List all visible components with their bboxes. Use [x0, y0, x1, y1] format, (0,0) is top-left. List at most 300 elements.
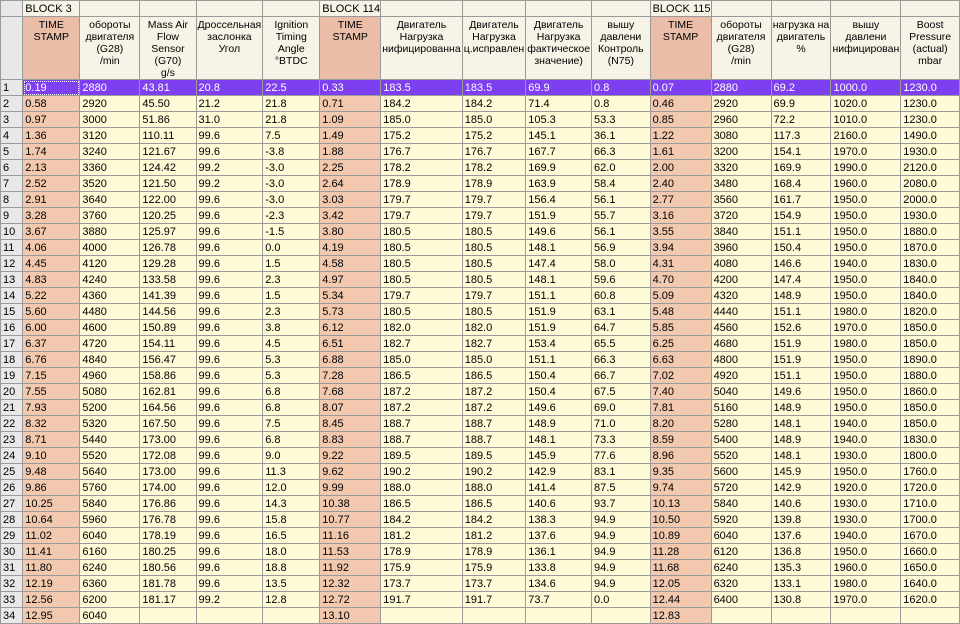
- table-cell[interactable]: 4840: [80, 352, 140, 368]
- table-cell[interactable]: 99.6: [196, 144, 263, 160]
- table-cell[interactable]: 124.42: [140, 160, 196, 176]
- time-stamp-cell[interactable]: 12.05: [650, 576, 711, 592]
- table-cell[interactable]: 154.9: [771, 208, 831, 224]
- table-cell[interactable]: 140.6: [771, 496, 831, 512]
- table-cell[interactable]: 175.9: [462, 560, 526, 576]
- time-stamp-cell[interactable]: 13.10: [320, 608, 381, 624]
- table-cell[interactable]: 5720: [711, 480, 771, 496]
- table-cell[interactable]: 65.5: [592, 336, 651, 352]
- table-cell[interactable]: -3.0: [263, 192, 320, 208]
- time-stamp-cell[interactable]: 5.73: [320, 304, 381, 320]
- table-cell[interactable]: [771, 608, 831, 624]
- table-row[interactable]: [1, 416, 960, 432]
- table-cell[interactable]: 149.6: [771, 384, 831, 400]
- table-cell[interactable]: 21.2: [196, 96, 263, 112]
- table-cell[interactable]: 1660.0: [901, 544, 960, 560]
- table-cell[interactable]: 1490.0: [901, 128, 960, 144]
- table-cell[interactable]: 180.5: [381, 240, 462, 256]
- block-3-label[interactable]: BLOCK 3: [23, 1, 80, 17]
- table-cell[interactable]: 66.3: [592, 144, 651, 160]
- table-cell[interactable]: 2880: [80, 80, 140, 96]
- time-stamp-cell[interactable]: 7.93: [23, 400, 80, 416]
- time-stamp-cell[interactable]: 9.86: [23, 480, 80, 496]
- table-cell[interactable]: 5280: [711, 416, 771, 432]
- table-cell[interactable]: 180.56: [140, 560, 196, 576]
- table-row[interactable]: [1, 128, 960, 144]
- table-row[interactable]: [1, 448, 960, 464]
- time-stamp-cell[interactable]: 7.81: [650, 400, 711, 416]
- table-cell[interactable]: 99.6: [196, 496, 263, 512]
- table-cell[interactable]: 185.0: [381, 112, 462, 128]
- table-cell[interactable]: 151.9: [526, 208, 592, 224]
- time-stamp-cell[interactable]: 11.80: [23, 560, 80, 576]
- table-cell[interactable]: 167.7: [526, 144, 592, 160]
- table-cell[interactable]: 87.5: [592, 480, 651, 496]
- row-number[interactable]: 4: [1, 128, 23, 144]
- table-cell[interactable]: 187.2: [462, 384, 526, 400]
- table-cell[interactable]: 1980.0: [831, 576, 901, 592]
- time-stamp-cell[interactable]: 2.91: [23, 192, 80, 208]
- table-cell[interactable]: 144.56: [140, 304, 196, 320]
- table-cell[interactable]: 99.6: [196, 544, 263, 560]
- table-cell[interactable]: 64.7: [592, 320, 651, 336]
- row-number[interactable]: 13: [1, 272, 23, 288]
- table-cell[interactable]: 13.5: [263, 576, 320, 592]
- table-cell[interactable]: 180.5: [462, 272, 526, 288]
- time-stamp-header[interactable]: [23, 17, 80, 80]
- table-cell[interactable]: 99.6: [196, 256, 263, 272]
- table-cell[interactable]: 1950.0: [831, 192, 901, 208]
- table-cell[interactable]: 5520: [80, 448, 140, 464]
- time-stamp-cell[interactable]: 12.19: [23, 576, 80, 592]
- table-cell[interactable]: 9.0: [263, 448, 320, 464]
- table-cell[interactable]: 94.9: [592, 560, 651, 576]
- table-cell[interactable]: 1720.0: [901, 480, 960, 496]
- time-stamp-cell[interactable]: 9.35: [650, 464, 711, 480]
- table-cell[interactable]: 145.9: [771, 464, 831, 480]
- column-header[interactable]: [462, 17, 526, 80]
- table-cell[interactable]: 136.8: [771, 544, 831, 560]
- table-cell[interactable]: 183.5: [462, 80, 526, 96]
- row-number[interactable]: 18: [1, 352, 23, 368]
- table-cell[interactable]: 53.3: [592, 112, 651, 128]
- table-cell[interactable]: 1870.0: [901, 240, 960, 256]
- table-cell[interactable]: 151.1: [771, 368, 831, 384]
- table-cell[interactable]: 1020.0: [831, 96, 901, 112]
- table-cell[interactable]: 99.6: [196, 384, 263, 400]
- table-cell[interactable]: 184.2: [381, 512, 462, 528]
- table-row[interactable]: [1, 320, 960, 336]
- table-cell[interactable]: 5160: [711, 400, 771, 416]
- table-cell[interactable]: 185.0: [381, 352, 462, 368]
- table-cell[interactable]: 2000.0: [901, 192, 960, 208]
- table-cell[interactable]: 168.4: [771, 176, 831, 192]
- row-number[interactable]: 27: [1, 496, 23, 512]
- row-number[interactable]: 28: [1, 512, 23, 528]
- column-header[interactable]: [901, 17, 960, 80]
- table-cell[interactable]: 150.89: [140, 320, 196, 336]
- table-cell[interactable]: 188.7: [381, 432, 462, 448]
- table-row[interactable]: [1, 144, 960, 160]
- table-cell[interactable]: 147.4: [771, 272, 831, 288]
- time-stamp-cell[interactable]: 4.70: [650, 272, 711, 288]
- table-row[interactable]: [1, 496, 960, 512]
- table-cell[interactable]: 99.6: [196, 480, 263, 496]
- table-cell[interactable]: 130.8: [771, 592, 831, 608]
- table-cell[interactable]: 3720: [711, 208, 771, 224]
- time-stamp-cell[interactable]: 12.83: [650, 608, 711, 624]
- table-cell[interactable]: 147.4: [526, 256, 592, 272]
- table-cell[interactable]: 173.00: [140, 432, 196, 448]
- table-cell[interactable]: 99.6: [196, 128, 263, 144]
- table-cell[interactable]: 1.5: [263, 288, 320, 304]
- table-cell[interactable]: [140, 608, 196, 624]
- table-cell[interactable]: 18.8: [263, 560, 320, 576]
- table-cell[interactable]: 175.2: [381, 128, 462, 144]
- table-cell[interactable]: 158.86: [140, 368, 196, 384]
- time-stamp-cell[interactable]: 1.88: [320, 144, 381, 160]
- table-cell[interactable]: 180.5: [462, 240, 526, 256]
- table-cell[interactable]: 148.9: [771, 432, 831, 448]
- table-cell[interactable]: 2960: [711, 112, 771, 128]
- table-cell[interactable]: 3880: [80, 224, 140, 240]
- table-cell[interactable]: 1970.0: [831, 144, 901, 160]
- time-stamp-cell[interactable]: 7.68: [320, 384, 381, 400]
- row-number[interactable]: 5: [1, 144, 23, 160]
- table-cell[interactable]: 56.1: [592, 192, 651, 208]
- table-cell[interactable]: 188.0: [462, 480, 526, 496]
- time-stamp-cell[interactable]: 9.48: [23, 464, 80, 480]
- table-cell[interactable]: 1950.0: [831, 288, 901, 304]
- table-cell[interactable]: 129.28: [140, 256, 196, 272]
- table-cell[interactable]: 148.1: [526, 432, 592, 448]
- row-number[interactable]: 21: [1, 400, 23, 416]
- table-cell[interactable]: 151.1: [526, 288, 592, 304]
- row-number[interactable]: 1: [1, 80, 23, 96]
- row-number[interactable]: 23: [1, 432, 23, 448]
- table-cell[interactable]: -3.0: [263, 176, 320, 192]
- column-header[interactable]: [263, 17, 320, 80]
- table-cell[interactable]: 99.6: [196, 448, 263, 464]
- table-cell[interactable]: 1950.0: [831, 208, 901, 224]
- table-cell[interactable]: 99.6: [196, 528, 263, 544]
- time-stamp-cell[interactable]: 3.80: [320, 224, 381, 240]
- row-number-header[interactable]: [1, 17, 23, 80]
- table-cell[interactable]: [711, 608, 771, 624]
- table-cell[interactable]: 156.4: [526, 192, 592, 208]
- time-stamp-header[interactable]: [320, 17, 381, 80]
- table-cell[interactable]: 164.56: [140, 400, 196, 416]
- table-cell[interactable]: 180.5: [381, 224, 462, 240]
- table-cell[interactable]: 181.78: [140, 576, 196, 592]
- table-cell[interactable]: 188.7: [381, 416, 462, 432]
- time-stamp-cell[interactable]: 1.74: [23, 144, 80, 160]
- table-row[interactable]: [1, 464, 960, 480]
- table-cell[interactable]: 1960.0: [831, 176, 901, 192]
- table-cell[interactable]: 99.6: [196, 304, 263, 320]
- time-stamp-cell[interactable]: 6.12: [320, 320, 381, 336]
- table-cell[interactable]: 188.0: [381, 480, 462, 496]
- table-cell[interactable]: 7.5: [263, 416, 320, 432]
- row-number[interactable]: 2: [1, 96, 23, 112]
- table-cell[interactable]: 6120: [711, 544, 771, 560]
- row-number[interactable]: 30: [1, 544, 23, 560]
- table-row[interactable]: [1, 192, 960, 208]
- table-cell[interactable]: 148.1: [771, 448, 831, 464]
- time-stamp-cell[interactable]: 8.83: [320, 432, 381, 448]
- table-cell[interactable]: 1990.0: [831, 160, 901, 176]
- time-stamp-cell[interactable]: 9.10: [23, 448, 80, 464]
- time-stamp-cell[interactable]: 4.83: [23, 272, 80, 288]
- time-stamp-cell[interactable]: 9.22: [320, 448, 381, 464]
- time-stamp-cell[interactable]: 8.59: [650, 432, 711, 448]
- table-cell[interactable]: 138.3: [526, 512, 592, 528]
- table-cell[interactable]: 176.7: [462, 144, 526, 160]
- time-stamp-cell[interactable]: 12.72: [320, 592, 381, 608]
- table-row[interactable]: [1, 240, 960, 256]
- table-cell[interactable]: 4120: [80, 256, 140, 272]
- table-cell[interactable]: 190.2: [462, 464, 526, 480]
- table-cell[interactable]: 184.2: [462, 96, 526, 112]
- table-cell[interactable]: 180.5: [462, 224, 526, 240]
- table-cell[interactable]: 5840: [80, 496, 140, 512]
- table-cell[interactable]: 60.8: [592, 288, 651, 304]
- table-cell[interactable]: 134.6: [526, 576, 592, 592]
- table-cell[interactable]: 1830.0: [901, 432, 960, 448]
- table-cell[interactable]: 176.78: [140, 512, 196, 528]
- time-stamp-cell[interactable]: 5.60: [23, 304, 80, 320]
- table-cell[interactable]: 99.6: [196, 336, 263, 352]
- table-cell[interactable]: 187.2: [381, 400, 462, 416]
- table-cell[interactable]: 179.7: [462, 208, 526, 224]
- table-cell[interactable]: 137.6: [526, 528, 592, 544]
- time-stamp-cell[interactable]: 0.97: [23, 112, 80, 128]
- time-stamp-cell[interactable]: 1.61: [650, 144, 711, 160]
- table-cell[interactable]: 1950.0: [831, 224, 901, 240]
- table-cell[interactable]: 105.3: [526, 112, 592, 128]
- time-stamp-cell[interactable]: 11.16: [320, 528, 381, 544]
- table-cell[interactable]: 3000: [80, 112, 140, 128]
- column-header[interactable]: [196, 17, 263, 80]
- table-cell[interactable]: 1850.0: [901, 336, 960, 352]
- time-stamp-cell[interactable]: 9.99: [320, 480, 381, 496]
- time-stamp-cell[interactable]: 4.06: [23, 240, 80, 256]
- table-cell[interactable]: 5440: [80, 432, 140, 448]
- table-cell[interactable]: -3.8: [263, 144, 320, 160]
- table-cell[interactable]: 148.9: [771, 288, 831, 304]
- table-cell[interactable]: 16.5: [263, 528, 320, 544]
- table-cell[interactable]: 169.9: [526, 160, 592, 176]
- table-cell[interactable]: 1940.0: [831, 432, 901, 448]
- table-cell[interactable]: 154.11: [140, 336, 196, 352]
- table-row[interactable]: [1, 512, 960, 528]
- row-number[interactable]: 7: [1, 176, 23, 192]
- table-cell[interactable]: 181.2: [462, 528, 526, 544]
- column-header[interactable]: [771, 17, 831, 80]
- table-cell[interactable]: 22.5: [263, 80, 320, 96]
- table-cell[interactable]: 185.0: [462, 112, 526, 128]
- table-cell[interactable]: 6320: [711, 576, 771, 592]
- table-cell[interactable]: 55.7: [592, 208, 651, 224]
- table-cell[interactable]: 99.6: [196, 576, 263, 592]
- table-cell[interactable]: 1230.0: [901, 96, 960, 112]
- table-cell[interactable]: 186.5: [462, 368, 526, 384]
- table-cell[interactable]: 6.8: [263, 432, 320, 448]
- table-row[interactable]: [1, 528, 960, 544]
- table-cell[interactable]: 1700.0: [901, 512, 960, 528]
- table-cell[interactable]: 1000.0: [831, 80, 901, 96]
- table-cell[interactable]: 180.5: [381, 272, 462, 288]
- time-stamp-cell[interactable]: 1.49: [320, 128, 381, 144]
- table-cell[interactable]: 133.1: [771, 576, 831, 592]
- time-stamp-cell[interactable]: 10.25: [23, 496, 80, 512]
- time-stamp-header[interactable]: [650, 17, 711, 80]
- table-cell[interactable]: 1850.0: [901, 320, 960, 336]
- row-number[interactable]: 6: [1, 160, 23, 176]
- time-stamp-cell[interactable]: 10.64: [23, 512, 80, 528]
- table-cell[interactable]: 1950.0: [831, 240, 901, 256]
- table-cell[interactable]: 182.0: [462, 320, 526, 336]
- row-number[interactable]: 11: [1, 240, 23, 256]
- time-stamp-cell[interactable]: 0.46: [650, 96, 711, 112]
- table-cell[interactable]: 45.50: [140, 96, 196, 112]
- table-row[interactable]: [1, 576, 960, 592]
- table-cell[interactable]: 190.2: [381, 464, 462, 480]
- table-cell[interactable]: [526, 608, 592, 624]
- table-cell[interactable]: 3320: [711, 160, 771, 176]
- table-cell[interactable]: 5600: [711, 464, 771, 480]
- table-cell[interactable]: 77.6: [592, 448, 651, 464]
- table-cell[interactable]: 3960: [711, 240, 771, 256]
- time-stamp-cell[interactable]: 8.45: [320, 416, 381, 432]
- table-cell[interactable]: [196, 608, 263, 624]
- table-cell[interactable]: 99.2: [196, 592, 263, 608]
- table-cell[interactable]: 1820.0: [901, 304, 960, 320]
- table-row[interactable]: [1, 112, 960, 128]
- table-cell[interactable]: 4800: [711, 352, 771, 368]
- table-cell[interactable]: 5840: [711, 496, 771, 512]
- table-cell[interactable]: 152.6: [771, 320, 831, 336]
- table-cell[interactable]: 4720: [80, 336, 140, 352]
- table-cell[interactable]: 99.6: [196, 288, 263, 304]
- table-cell[interactable]: 99.6: [196, 368, 263, 384]
- table-cell[interactable]: 149.6: [526, 400, 592, 416]
- table-cell[interactable]: 1930.0: [901, 144, 960, 160]
- time-stamp-cell[interactable]: 0.33: [320, 80, 381, 96]
- table-cell[interactable]: 122.00: [140, 192, 196, 208]
- time-stamp-cell[interactable]: 5.34: [320, 288, 381, 304]
- table-cell[interactable]: 99.6: [196, 240, 263, 256]
- table-row[interactable]: [1, 352, 960, 368]
- table-cell[interactable]: 6.8: [263, 384, 320, 400]
- table-cell[interactable]: 1230.0: [901, 112, 960, 128]
- table-cell[interactable]: 3080: [711, 128, 771, 144]
- time-stamp-cell[interactable]: 6.25: [650, 336, 711, 352]
- table-cell[interactable]: 21.8: [263, 112, 320, 128]
- time-stamp-cell[interactable]: 7.55: [23, 384, 80, 400]
- table-row[interactable]: [1, 176, 960, 192]
- time-stamp-cell[interactable]: 0.19: [23, 80, 80, 96]
- time-stamp-cell[interactable]: 1.36: [23, 128, 80, 144]
- table-cell[interactable]: 148.1: [526, 240, 592, 256]
- table-cell[interactable]: 180.5: [381, 304, 462, 320]
- table-cell[interactable]: 3200: [711, 144, 771, 160]
- table-cell[interactable]: 148.1: [526, 272, 592, 288]
- table-cell[interactable]: 72.2: [771, 112, 831, 128]
- table-cell[interactable]: 151.9: [526, 304, 592, 320]
- table-cell[interactable]: 3560: [711, 192, 771, 208]
- time-stamp-cell[interactable]: 10.77: [320, 512, 381, 528]
- table-cell[interactable]: 178.9: [462, 544, 526, 560]
- time-stamp-cell[interactable]: 12.56: [23, 592, 80, 608]
- table-cell[interactable]: 176.86: [140, 496, 196, 512]
- row-number[interactable]: 29: [1, 528, 23, 544]
- time-stamp-cell[interactable]: 4.19: [320, 240, 381, 256]
- table-cell[interactable]: 5040: [711, 384, 771, 400]
- table-row[interactable]: [1, 272, 960, 288]
- table-cell[interactable]: 1930.0: [901, 208, 960, 224]
- time-stamp-cell[interactable]: 6.63: [650, 352, 711, 368]
- table-cell[interactable]: 12.8: [263, 592, 320, 608]
- row-number[interactable]: 10: [1, 224, 23, 240]
- table-cell[interactable]: 5520: [711, 448, 771, 464]
- time-stamp-cell[interactable]: 3.03: [320, 192, 381, 208]
- table-cell[interactable]: 1670.0: [901, 528, 960, 544]
- table-cell[interactable]: 133.58: [140, 272, 196, 288]
- table-cell[interactable]: 31.0: [196, 112, 263, 128]
- table-cell[interactable]: 66.3: [592, 352, 651, 368]
- table-cell[interactable]: 4600: [80, 320, 140, 336]
- table-cell[interactable]: 6200: [80, 592, 140, 608]
- table-cell[interactable]: 182.7: [462, 336, 526, 352]
- table-cell[interactable]: 6240: [80, 560, 140, 576]
- table-cell[interactable]: 99.6: [196, 400, 263, 416]
- time-stamp-cell[interactable]: 2.13: [23, 160, 80, 176]
- table-cell[interactable]: 1880.0: [901, 368, 960, 384]
- time-stamp-cell[interactable]: 10.50: [650, 512, 711, 528]
- row-number[interactable]: 14: [1, 288, 23, 304]
- time-stamp-cell[interactable]: 0.58: [23, 96, 80, 112]
- table-cell[interactable]: 184.2: [462, 512, 526, 528]
- table-cell[interactable]: 58.4: [592, 176, 651, 192]
- table-cell[interactable]: 1760.0: [901, 464, 960, 480]
- row-number[interactable]: 8: [1, 192, 23, 208]
- table-cell[interactable]: 99.2: [196, 176, 263, 192]
- column-header[interactable]: [80, 17, 140, 80]
- table-cell[interactable]: 1950.0: [831, 352, 901, 368]
- table-cell[interactable]: 73.7: [526, 592, 592, 608]
- table-cell[interactable]: 1950.0: [831, 384, 901, 400]
- table-cell[interactable]: 191.7: [381, 592, 462, 608]
- table-cell[interactable]: 163.9: [526, 176, 592, 192]
- table-cell[interactable]: 93.7: [592, 496, 651, 512]
- table-cell[interactable]: 1970.0: [831, 592, 901, 608]
- table-row[interactable]: [1, 304, 960, 320]
- table-cell[interactable]: 94.9: [592, 528, 651, 544]
- table-cell[interactable]: 3360: [80, 160, 140, 176]
- table-cell[interactable]: 175.2: [462, 128, 526, 144]
- table-cell[interactable]: 99.6: [196, 352, 263, 368]
- time-stamp-cell[interactable]: 3.55: [650, 224, 711, 240]
- table-cell[interactable]: 161.7: [771, 192, 831, 208]
- table-cell[interactable]: 182.0: [381, 320, 462, 336]
- time-stamp-cell[interactable]: 5.22: [23, 288, 80, 304]
- table-cell[interactable]: 43.81: [140, 80, 196, 96]
- table-cell[interactable]: 1920.0: [831, 480, 901, 496]
- table-cell[interactable]: 6040: [711, 528, 771, 544]
- time-stamp-cell[interactable]: 10.38: [320, 496, 381, 512]
- table-row[interactable]: [1, 384, 960, 400]
